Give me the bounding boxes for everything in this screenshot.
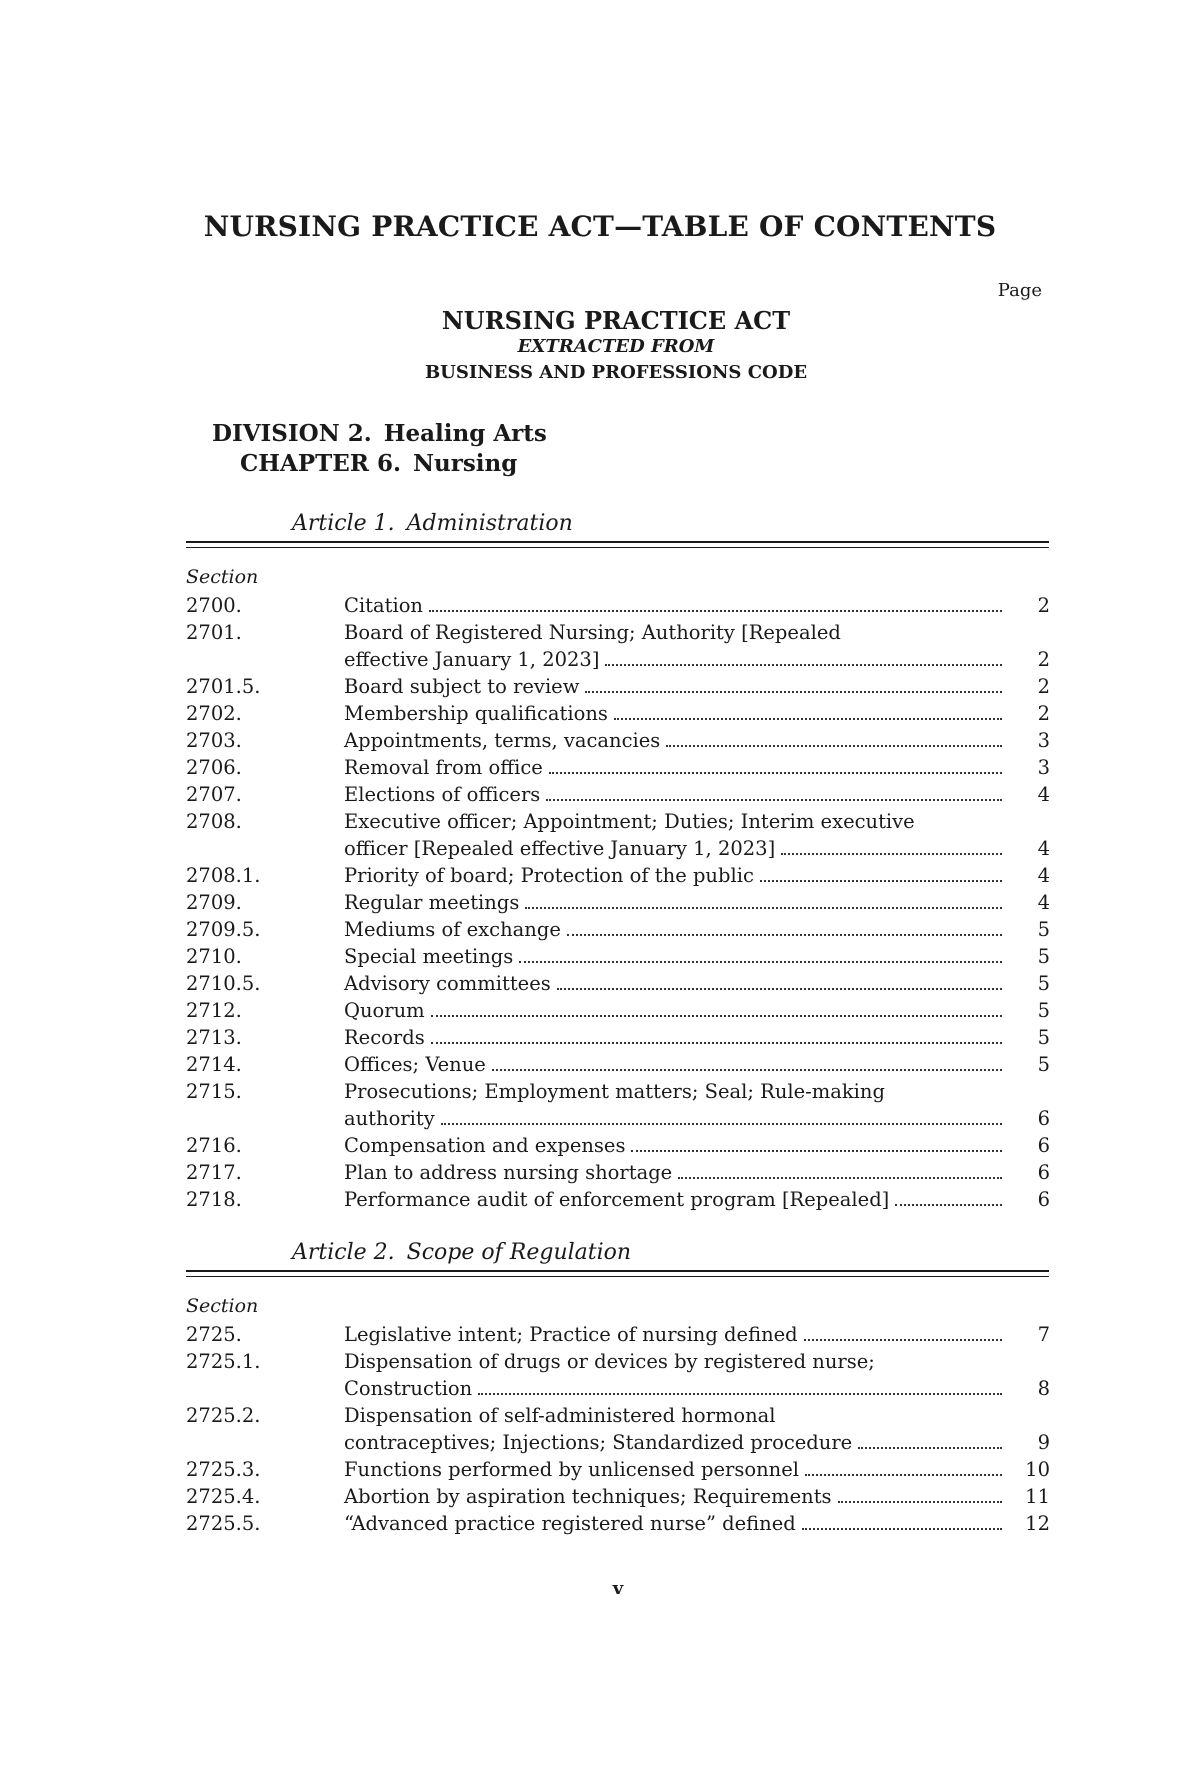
toc-entry <box>186 1051 1050 1078</box>
toc-entry <box>186 1456 1050 1483</box>
page-number: 5 <box>1037 1053 1050 1076</box>
entry-text <box>344 1051 1050 1078</box>
entry-text <box>344 727 1050 754</box>
toc-entry <box>186 889 1050 916</box>
dot-leader <box>858 1442 1002 1449</box>
entry-text <box>344 1402 1050 1456</box>
entry-title: Functions performed by unlicensed personnel <box>344 1458 800 1481</box>
entry-line <box>344 862 1050 889</box>
entry-line <box>344 1132 1050 1159</box>
entry-text <box>344 808 1050 862</box>
entry-text <box>344 673 1050 700</box>
dot-leader <box>614 713 1002 720</box>
dot-leader <box>546 794 1002 801</box>
article-heading <box>292 511 573 536</box>
section-number: 2707. <box>186 783 242 806</box>
page-number: 10 <box>1025 1458 1050 1481</box>
page-number: 11 <box>1025 1485 1050 1508</box>
division-label: DIVISION 2. <box>212 420 372 447</box>
entry-title: Performance audit of enforcement program [Repealed] <box>344 1188 890 1211</box>
document-title: NURSING PRACTICE ACT—TABLE OF CONTENTS <box>203 210 997 243</box>
entry-title: Removal from office <box>344 756 543 779</box>
article-rule <box>186 541 1049 543</box>
entry-line <box>344 1510 1050 1537</box>
entry-text <box>344 1186 1050 1213</box>
entry-text <box>344 916 1050 943</box>
entry-text <box>344 997 1050 1024</box>
entry-text <box>344 943 1050 970</box>
section-number: 2701.5. <box>186 675 261 698</box>
entry-line <box>344 673 1050 700</box>
entry-line <box>344 889 1050 916</box>
entry-line <box>344 1321 1050 1348</box>
page-number: 3 <box>1037 729 1050 752</box>
section-number: 2710. <box>186 945 242 968</box>
entry-text <box>344 619 1050 673</box>
section-number: 2702. <box>186 702 242 725</box>
section-number: 2725.2. <box>186 1404 261 1427</box>
entry-title: Regular meetings <box>344 891 520 914</box>
dot-leader <box>557 983 1002 990</box>
page-number: 7 <box>1037 1323 1050 1346</box>
entry-line <box>344 781 1050 808</box>
page-number: 6 <box>1037 1107 1050 1130</box>
section-number: 2715. <box>186 1080 242 1103</box>
entry-title: effective January 1, 2023] <box>344 648 600 671</box>
page-number: 6 <box>1037 1134 1050 1157</box>
toc-entry <box>186 1159 1050 1186</box>
toc-entry <box>186 916 1050 943</box>
toc-entry <box>186 673 1050 700</box>
toc-entry <box>186 1321 1050 1348</box>
entry-line <box>344 646 1050 673</box>
entry-text <box>344 592 1050 619</box>
toc-entry <box>186 1132 1050 1159</box>
entry-title: Abortion by aspiration techniques; Requirements <box>344 1485 832 1508</box>
division-name: Healing Arts <box>383 420 547 447</box>
entry-line <box>344 1483 1050 1510</box>
page-folio: v <box>612 1578 624 1599</box>
code-name: BUSINESS AND PROFESSIONS CODE <box>424 362 808 383</box>
entry-text <box>344 1132 1050 1159</box>
entry-text <box>344 1348 1050 1402</box>
section-number: 2717. <box>186 1161 242 1184</box>
dot-leader <box>441 1118 1002 1125</box>
page-number: 12 <box>1025 1512 1050 1535</box>
article-rule <box>186 1270 1049 1272</box>
extracted-from-label: EXTRACTED FROM <box>517 336 715 357</box>
section-number: 2725. <box>186 1323 242 1346</box>
dot-leader <box>492 1064 1002 1071</box>
dot-leader <box>838 1496 1002 1503</box>
toc-entry <box>186 781 1050 808</box>
entry-line <box>344 1429 1050 1456</box>
division-heading <box>212 420 547 447</box>
page-number: 2 <box>1037 648 1050 671</box>
section-number: 2708.1. <box>186 864 261 887</box>
entry-line <box>344 754 1050 781</box>
entry-line <box>344 619 1050 646</box>
entry-title: Records <box>344 1026 425 1049</box>
article-label: Article 2. <box>292 1240 395 1265</box>
section-number: 2712. <box>186 999 242 1022</box>
page-number: 6 <box>1037 1188 1050 1211</box>
entry-text <box>344 862 1050 889</box>
toc-entry <box>186 1024 1050 1051</box>
section-number: 2725.3. <box>186 1458 261 1481</box>
section-number: 2706. <box>186 756 242 779</box>
section-number: 2725.4. <box>186 1485 261 1508</box>
entry-line <box>344 916 1050 943</box>
entry-line <box>344 1051 1050 1078</box>
page-number: 5 <box>1037 918 1050 941</box>
dot-leader <box>805 1469 1002 1476</box>
page-column-label: Page <box>997 280 1042 301</box>
entry-line <box>344 1105 1050 1132</box>
chapter-name: Nursing <box>412 450 518 477</box>
section-number: 2714. <box>186 1053 242 1076</box>
toc-entry <box>186 700 1050 727</box>
article-label: Article 1. <box>292 511 395 536</box>
dot-leader <box>666 740 1002 747</box>
toc-entry <box>186 997 1050 1024</box>
dot-leader <box>895 1199 1002 1206</box>
article-name: Scope of Regulation <box>406 1240 632 1265</box>
entry-line <box>344 970 1050 997</box>
toc-entry <box>186 592 1050 619</box>
entry-line <box>344 997 1050 1024</box>
toc-entry <box>186 1483 1050 1510</box>
article-rule <box>186 1276 1049 1277</box>
dot-leader <box>431 1037 1002 1044</box>
entry-title: authority <box>344 1107 435 1130</box>
section-column-label: Section <box>186 566 259 588</box>
entry-title: Special meetings <box>344 945 514 968</box>
entry-title: Board of Registered Nursing; Authority [Repealed <box>344 621 841 644</box>
toc-list <box>186 1321 1050 1537</box>
entry-title: Executive officer; Appointment; Duties; Interim executive <box>344 810 915 833</box>
dot-leader <box>585 686 1002 693</box>
entry-text <box>344 1321 1050 1348</box>
entry-line <box>344 1348 1050 1375</box>
entry-line <box>344 1024 1050 1051</box>
entry-text <box>344 1510 1050 1537</box>
entry-title: Appointments, terms, vacancies <box>344 729 661 752</box>
entry-text <box>344 970 1050 997</box>
entry-text <box>344 754 1050 781</box>
toc-entry <box>186 943 1050 970</box>
entry-title: Plan to address nursing shortage <box>344 1161 673 1184</box>
chapter-heading <box>240 450 517 477</box>
entry-title: Offices; Venue <box>344 1053 486 1076</box>
entry-title: Legislative intent; Practice of nursing defined <box>344 1323 798 1346</box>
entry-title: Construction <box>344 1377 473 1400</box>
entry-line <box>344 1375 1050 1402</box>
dot-leader <box>802 1523 1002 1530</box>
toc-entry <box>186 1402 1050 1456</box>
dot-leader <box>431 1010 1002 1017</box>
section-number: 2716. <box>186 1134 242 1157</box>
section-number: 2718. <box>186 1188 242 1211</box>
entry-line <box>344 1402 1050 1429</box>
dot-leader <box>605 659 1002 666</box>
page-number: 5 <box>1037 1026 1050 1049</box>
entry-line <box>344 808 1050 835</box>
entry-text <box>344 1483 1050 1510</box>
entry-line <box>344 943 1050 970</box>
entry-text <box>344 700 1050 727</box>
entry-text <box>344 889 1050 916</box>
dot-leader <box>678 1172 1002 1179</box>
section-number: 2700. <box>186 594 242 617</box>
toc-entry <box>186 970 1050 997</box>
toc-entry <box>186 727 1050 754</box>
toc-entry <box>186 1186 1050 1213</box>
section-number: 2725.1. <box>186 1350 261 1373</box>
section-number: 2703. <box>186 729 242 752</box>
section-number: 2701. <box>186 621 242 644</box>
entry-line <box>344 700 1050 727</box>
page-number: 2 <box>1037 702 1050 725</box>
article-name: Administration <box>406 511 573 536</box>
entry-text <box>344 1078 1050 1132</box>
entry-title: Dispensation of self-administered hormonal <box>344 1404 776 1427</box>
entry-title: Board subject to review <box>344 675 580 698</box>
section-number: 2709. <box>186 891 242 914</box>
dot-leader <box>631 1145 1002 1152</box>
dot-leader <box>781 848 1002 855</box>
page-number: 4 <box>1037 837 1050 860</box>
section-number: 2725.5. <box>186 1512 261 1535</box>
dot-leader <box>429 605 1002 612</box>
entry-title: Prosecutions; Employment matters; Seal; Rule-making <box>344 1080 885 1103</box>
toc-entry <box>186 1510 1050 1537</box>
dot-leader <box>549 767 1002 774</box>
page-number: 8 <box>1037 1377 1050 1400</box>
entry-title: Dispensation of drugs or devices by registered nurse; <box>344 1350 875 1373</box>
toc-entry <box>186 619 1050 673</box>
entry-line <box>344 1078 1050 1105</box>
page-number: 4 <box>1037 891 1050 914</box>
entry-text <box>344 1159 1050 1186</box>
toc-entry <box>186 754 1050 781</box>
entry-title: Priority of board; Protection of the public <box>344 864 754 887</box>
entry-title: officer [Repealed effective January 1, 2023] <box>344 837 776 860</box>
dot-leader <box>567 929 1002 936</box>
entry-line <box>344 1186 1050 1213</box>
entry-line <box>344 1456 1050 1483</box>
chapter-label: CHAPTER 6. <box>240 450 401 477</box>
page-number: 4 <box>1037 864 1050 887</box>
article-heading <box>292 1240 631 1265</box>
article-rule <box>186 547 1049 548</box>
entry-title: Advisory committees <box>344 972 551 995</box>
act-title: NURSING PRACTICE ACT <box>441 306 791 335</box>
entry-title: Elections of officers <box>344 783 541 806</box>
entry-title: Membership qualifications <box>344 702 608 725</box>
entry-line <box>344 727 1050 754</box>
entry-text <box>344 781 1050 808</box>
page-number: 2 <box>1037 675 1050 698</box>
toc-entry <box>186 1078 1050 1132</box>
page-number: 3 <box>1037 756 1050 779</box>
section-number: 2710.5. <box>186 972 261 995</box>
page-number: 5 <box>1037 972 1050 995</box>
entry-line <box>344 1159 1050 1186</box>
section-column-label: Section <box>186 1295 259 1317</box>
entry-line <box>344 592 1050 619</box>
dot-leader <box>525 902 1002 909</box>
page-number: 4 <box>1037 783 1050 806</box>
section-number: 2713. <box>186 1026 242 1049</box>
toc-list <box>186 592 1050 1213</box>
toc-entry <box>186 1348 1050 1402</box>
entry-title: Compensation and expenses <box>344 1134 626 1157</box>
entry-title: contraceptives; Injections; Standardized procedure <box>344 1431 853 1454</box>
toc-entry <box>186 808 1050 862</box>
dot-leader <box>804 1334 1002 1341</box>
entry-text <box>344 1456 1050 1483</box>
page-number: 5 <box>1037 999 1050 1022</box>
entry-title: “Advanced practice registered nurse” defined <box>344 1512 796 1535</box>
page-number: 5 <box>1037 945 1050 968</box>
entry-title: Mediums of exchange <box>344 918 561 941</box>
entry-line <box>344 835 1050 862</box>
page-number: 2 <box>1037 594 1050 617</box>
entry-title: Citation <box>344 594 423 617</box>
entry-title: Quorum <box>344 999 425 1022</box>
entry-text <box>344 1024 1050 1051</box>
section-number: 2708. <box>186 810 242 833</box>
page-number: 9 <box>1037 1431 1050 1454</box>
section-number: 2709.5. <box>186 918 261 941</box>
page-number: 6 <box>1037 1161 1050 1184</box>
dot-leader <box>478 1388 1002 1395</box>
dot-leader <box>760 875 1002 882</box>
dot-leader <box>519 956 1002 963</box>
toc-entry <box>186 862 1050 889</box>
